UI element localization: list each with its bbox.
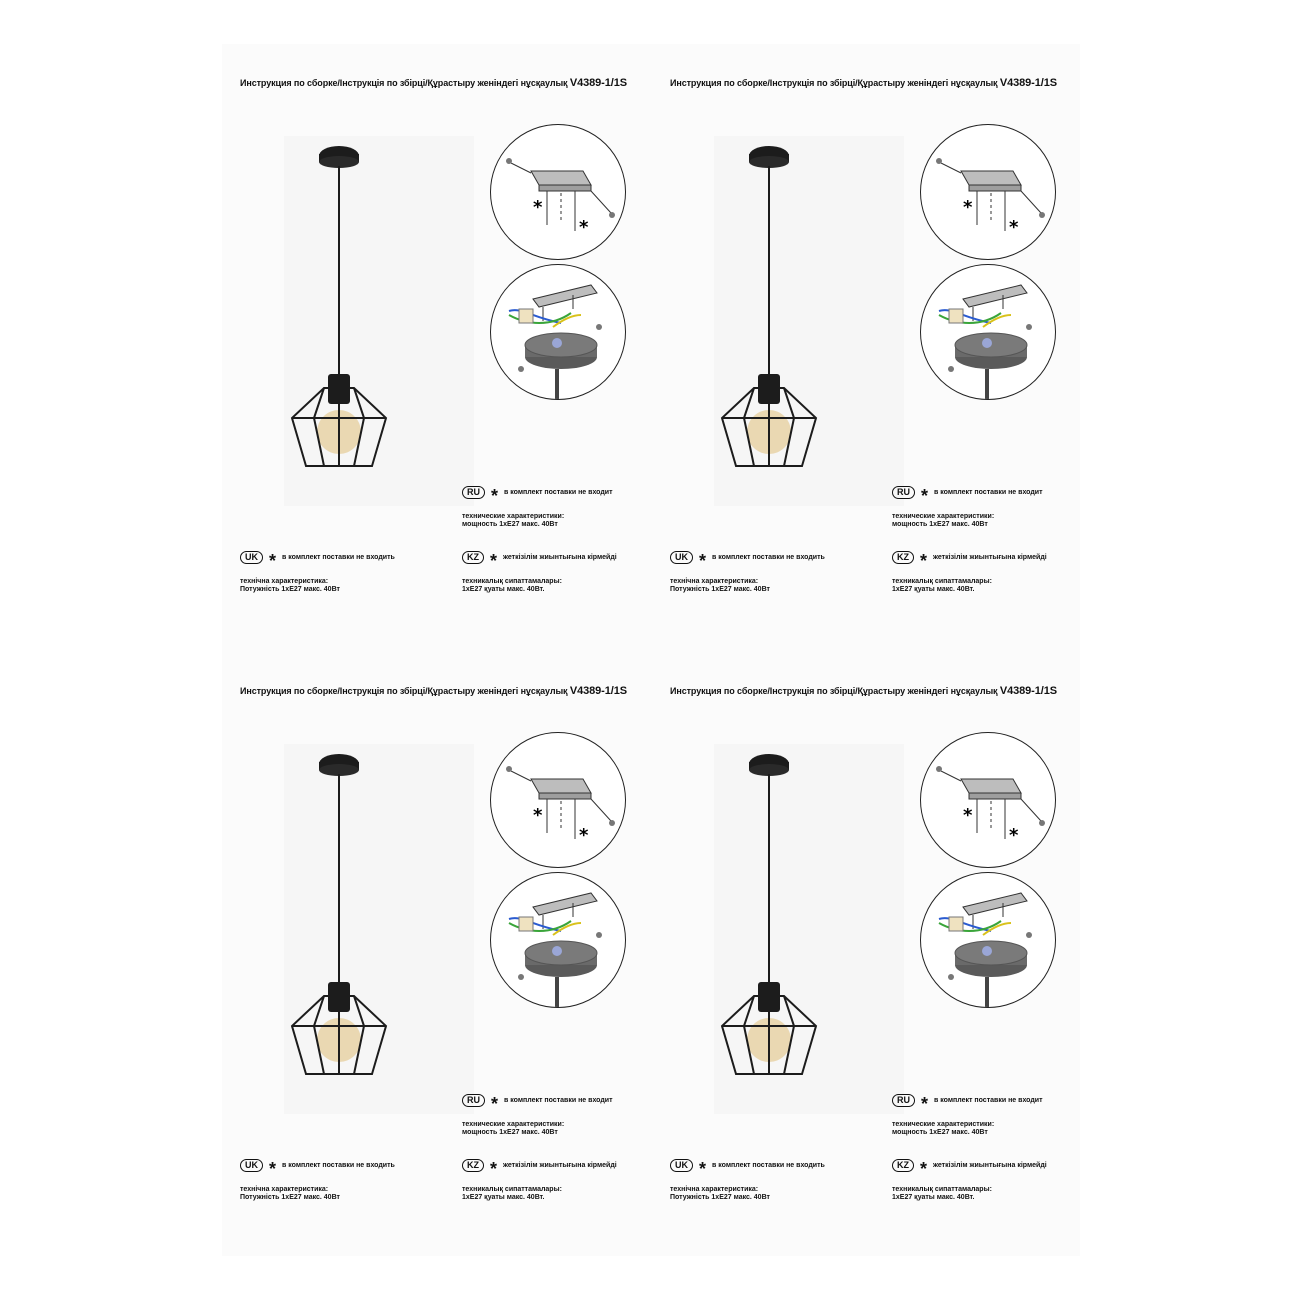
ru-spec-title: технические характеристики:: [462, 513, 565, 520]
mounting-bracket-diagram: [920, 732, 1056, 868]
kz-spec-title: техникалық сипаттамалары:: [892, 578, 992, 585]
kz-spec-title: техникалық сипаттамалары:: [462, 578, 562, 585]
uk-lang-badge: UK: [240, 551, 263, 564]
star-icon: *: [490, 1158, 498, 1179]
uk-note: [670, 1158, 825, 1179]
kz-lang-badge: KZ: [462, 1159, 484, 1172]
star-icon: *: [920, 1158, 928, 1179]
kz-note: [462, 550, 617, 571]
mounting-bracket-diagram: [490, 124, 626, 260]
ru-note-text: в комплект поставки не входит: [504, 1097, 613, 1104]
ru-lang-badge: RU: [892, 486, 915, 499]
ru-note-text: в комплект поставки не входит: [934, 1097, 1043, 1104]
pendant-lamp-illustration: [714, 744, 904, 1114]
instruction-panel: [222, 652, 652, 1252]
uk-spec-value: Потужність 1хЕ27 макс. 40Вт: [670, 586, 770, 593]
ru-note: [892, 485, 1043, 506]
product-photo: [714, 136, 904, 506]
uk-spec-title: технічна характеристика:: [670, 1186, 759, 1193]
uk-spec-title: технічна характеристика:: [240, 1186, 329, 1193]
uk-note: [670, 550, 825, 571]
uk-lang-badge: UK: [670, 551, 693, 564]
uk-note-text: в комплект поставки не входить: [282, 1162, 395, 1169]
kz-specs: [462, 578, 562, 594]
pendant-lamp-illustration: [284, 744, 474, 1114]
kz-spec-title: техникалық сипаттамалары:: [462, 1186, 562, 1193]
kz-specs: [892, 1186, 992, 1202]
star-icon: *: [699, 1158, 707, 1179]
not-included-star-icon: *: [1009, 825, 1019, 846]
ru-spec-value: мощность 1хЕ27 макс. 40Вт: [892, 521, 988, 528]
panel-title: [670, 77, 1057, 89]
uk-specs: [670, 1186, 770, 1202]
star-icon: *: [491, 1093, 499, 1114]
kz-specs: [462, 1186, 562, 1202]
kz-lang-badge: KZ: [892, 551, 914, 564]
kz-note-text: жеткізілім жиынтығына кірмейді: [503, 1162, 617, 1169]
kz-note-text: жеткізілім жиынтығына кірмейді: [503, 554, 617, 561]
product-photo: [714, 744, 904, 1114]
kz-note-text: жеткізілім жиынтығына кірмейді: [933, 1162, 1047, 1169]
kz-spec-title: техникалық сипаттамалары:: [892, 1186, 992, 1193]
uk-specs: [670, 578, 770, 594]
ru-spec-value: мощность 1хЕ27 макс. 40Вт: [462, 1129, 558, 1136]
not-included-star-icon: *: [533, 805, 543, 826]
product-photo: [284, 136, 474, 506]
not-included-star-icon: *: [533, 197, 543, 218]
not-included-star-icon: *: [963, 197, 973, 218]
ru-specs: [892, 513, 994, 529]
title-text: Инструкция по сборке/Інструкція по збірці/Құрастыру женіндегі нұсқаулық: [240, 78, 568, 88]
ru-specs: [892, 1121, 994, 1137]
kz-note: [462, 1158, 617, 1179]
kz-lang-badge: KZ: [462, 551, 484, 564]
not-included-star-icon: *: [579, 825, 589, 846]
mounting-bracket-diagram: [490, 732, 626, 868]
wiring-canopy-diagram: [490, 872, 626, 1008]
pendant-lamp-illustration: [284, 136, 474, 506]
not-included-star-icon: *: [1009, 217, 1019, 238]
product-photo: [284, 744, 474, 1114]
uk-specs: [240, 1186, 340, 1202]
uk-specs: [240, 578, 340, 594]
uk-spec-value: Потужність 1хЕ27 макс. 40Вт: [670, 1194, 770, 1201]
star-icon: *: [269, 550, 277, 571]
kz-spec-value: 1хЕ27 қуаты макс. 40Вт.: [892, 1194, 975, 1201]
uk-lang-badge: UK: [670, 1159, 693, 1172]
ru-note: [462, 1093, 613, 1114]
ru-note-text: в комплект поставки не входит: [934, 489, 1043, 496]
uk-lang-badge: UK: [240, 1159, 263, 1172]
panel-title: [670, 685, 1057, 697]
ru-lang-badge: RU: [892, 1094, 915, 1107]
instruction-panel: [652, 44, 1082, 644]
ru-spec-title: технические характеристики:: [892, 513, 995, 520]
model-number: V4389-1/1S: [569, 77, 627, 89]
uk-spec-title: технічна характеристика:: [670, 578, 759, 585]
instruction-panel: [652, 652, 1082, 1252]
kz-spec-value: 1хЕ27 қуаты макс. 40Вт.: [462, 586, 545, 593]
ru-specs: [462, 1121, 564, 1137]
kz-note: [892, 1158, 1047, 1179]
model-number: V4389-1/1S: [569, 685, 627, 697]
panel-title: [240, 77, 627, 89]
wiring-canopy-diagram: [920, 872, 1056, 1008]
title-text: Инструкция по сборке/Інструкція по збірці/Құрастыру женіндегі нұсқаулық: [670, 78, 998, 88]
wiring-canopy-diagram: [490, 264, 626, 400]
ru-spec-title: технические характеристики:: [462, 1121, 565, 1128]
star-icon: *: [921, 1093, 929, 1114]
uk-note: [240, 550, 395, 571]
uk-note-text: в комплект поставки не входить: [712, 1162, 825, 1169]
instruction-panel: [222, 44, 652, 644]
kz-note-text: жеткізілім жиынтығына кірмейді: [933, 554, 1047, 561]
wiring-canopy-diagram: [920, 264, 1056, 400]
star-icon: *: [921, 485, 929, 506]
title-text: Инструкция по сборке/Інструкція по збірці/Құрастыру женіндегі нұсқаулық: [240, 686, 568, 696]
model-number: V4389-1/1S: [999, 77, 1057, 89]
ru-spec-value: мощность 1хЕ27 макс. 40Вт: [462, 521, 558, 528]
kz-lang-badge: KZ: [892, 1159, 914, 1172]
ru-note-text: в комплект поставки не входит: [504, 489, 613, 496]
ru-spec-title: технические характеристики:: [892, 1121, 995, 1128]
uk-spec-title: технічна характеристика:: [240, 578, 329, 585]
uk-spec-value: Потужність 1хЕ27 макс. 40Вт: [240, 586, 340, 593]
kz-spec-value: 1хЕ27 қуаты макс. 40Вт.: [892, 586, 975, 593]
pendant-lamp-illustration: [714, 136, 904, 506]
not-included-star-icon: *: [579, 217, 589, 238]
uk-note: [240, 1158, 395, 1179]
ru-lang-badge: RU: [462, 486, 485, 499]
not-included-star-icon: *: [963, 805, 973, 826]
kz-note: [892, 550, 1047, 571]
title-text: Инструкция по сборке/Інструкція по збірці/Құрастыру женіндегі нұсқаулық: [670, 686, 998, 696]
ru-spec-value: мощность 1хЕ27 макс. 40Вт: [892, 1129, 988, 1136]
star-icon: *: [269, 1158, 277, 1179]
model-number: V4389-1/1S: [999, 685, 1057, 697]
star-icon: *: [490, 550, 498, 571]
star-icon: *: [699, 550, 707, 571]
ru-specs: [462, 513, 564, 529]
ru-lang-badge: RU: [462, 1094, 485, 1107]
ru-note: [892, 1093, 1043, 1114]
kz-specs: [892, 578, 992, 594]
uk-spec-value: Потужність 1хЕ27 макс. 40Вт: [240, 1194, 340, 1201]
kz-spec-value: 1хЕ27 қуаты макс. 40Вт.: [462, 1194, 545, 1201]
ru-note: [462, 485, 613, 506]
mounting-bracket-diagram: [920, 124, 1056, 260]
star-icon: *: [491, 485, 499, 506]
panel-title: [240, 685, 627, 697]
uk-note-text: в комплект поставки не входить: [712, 554, 825, 561]
uk-note-text: в комплект поставки не входить: [282, 554, 395, 561]
star-icon: *: [920, 550, 928, 571]
